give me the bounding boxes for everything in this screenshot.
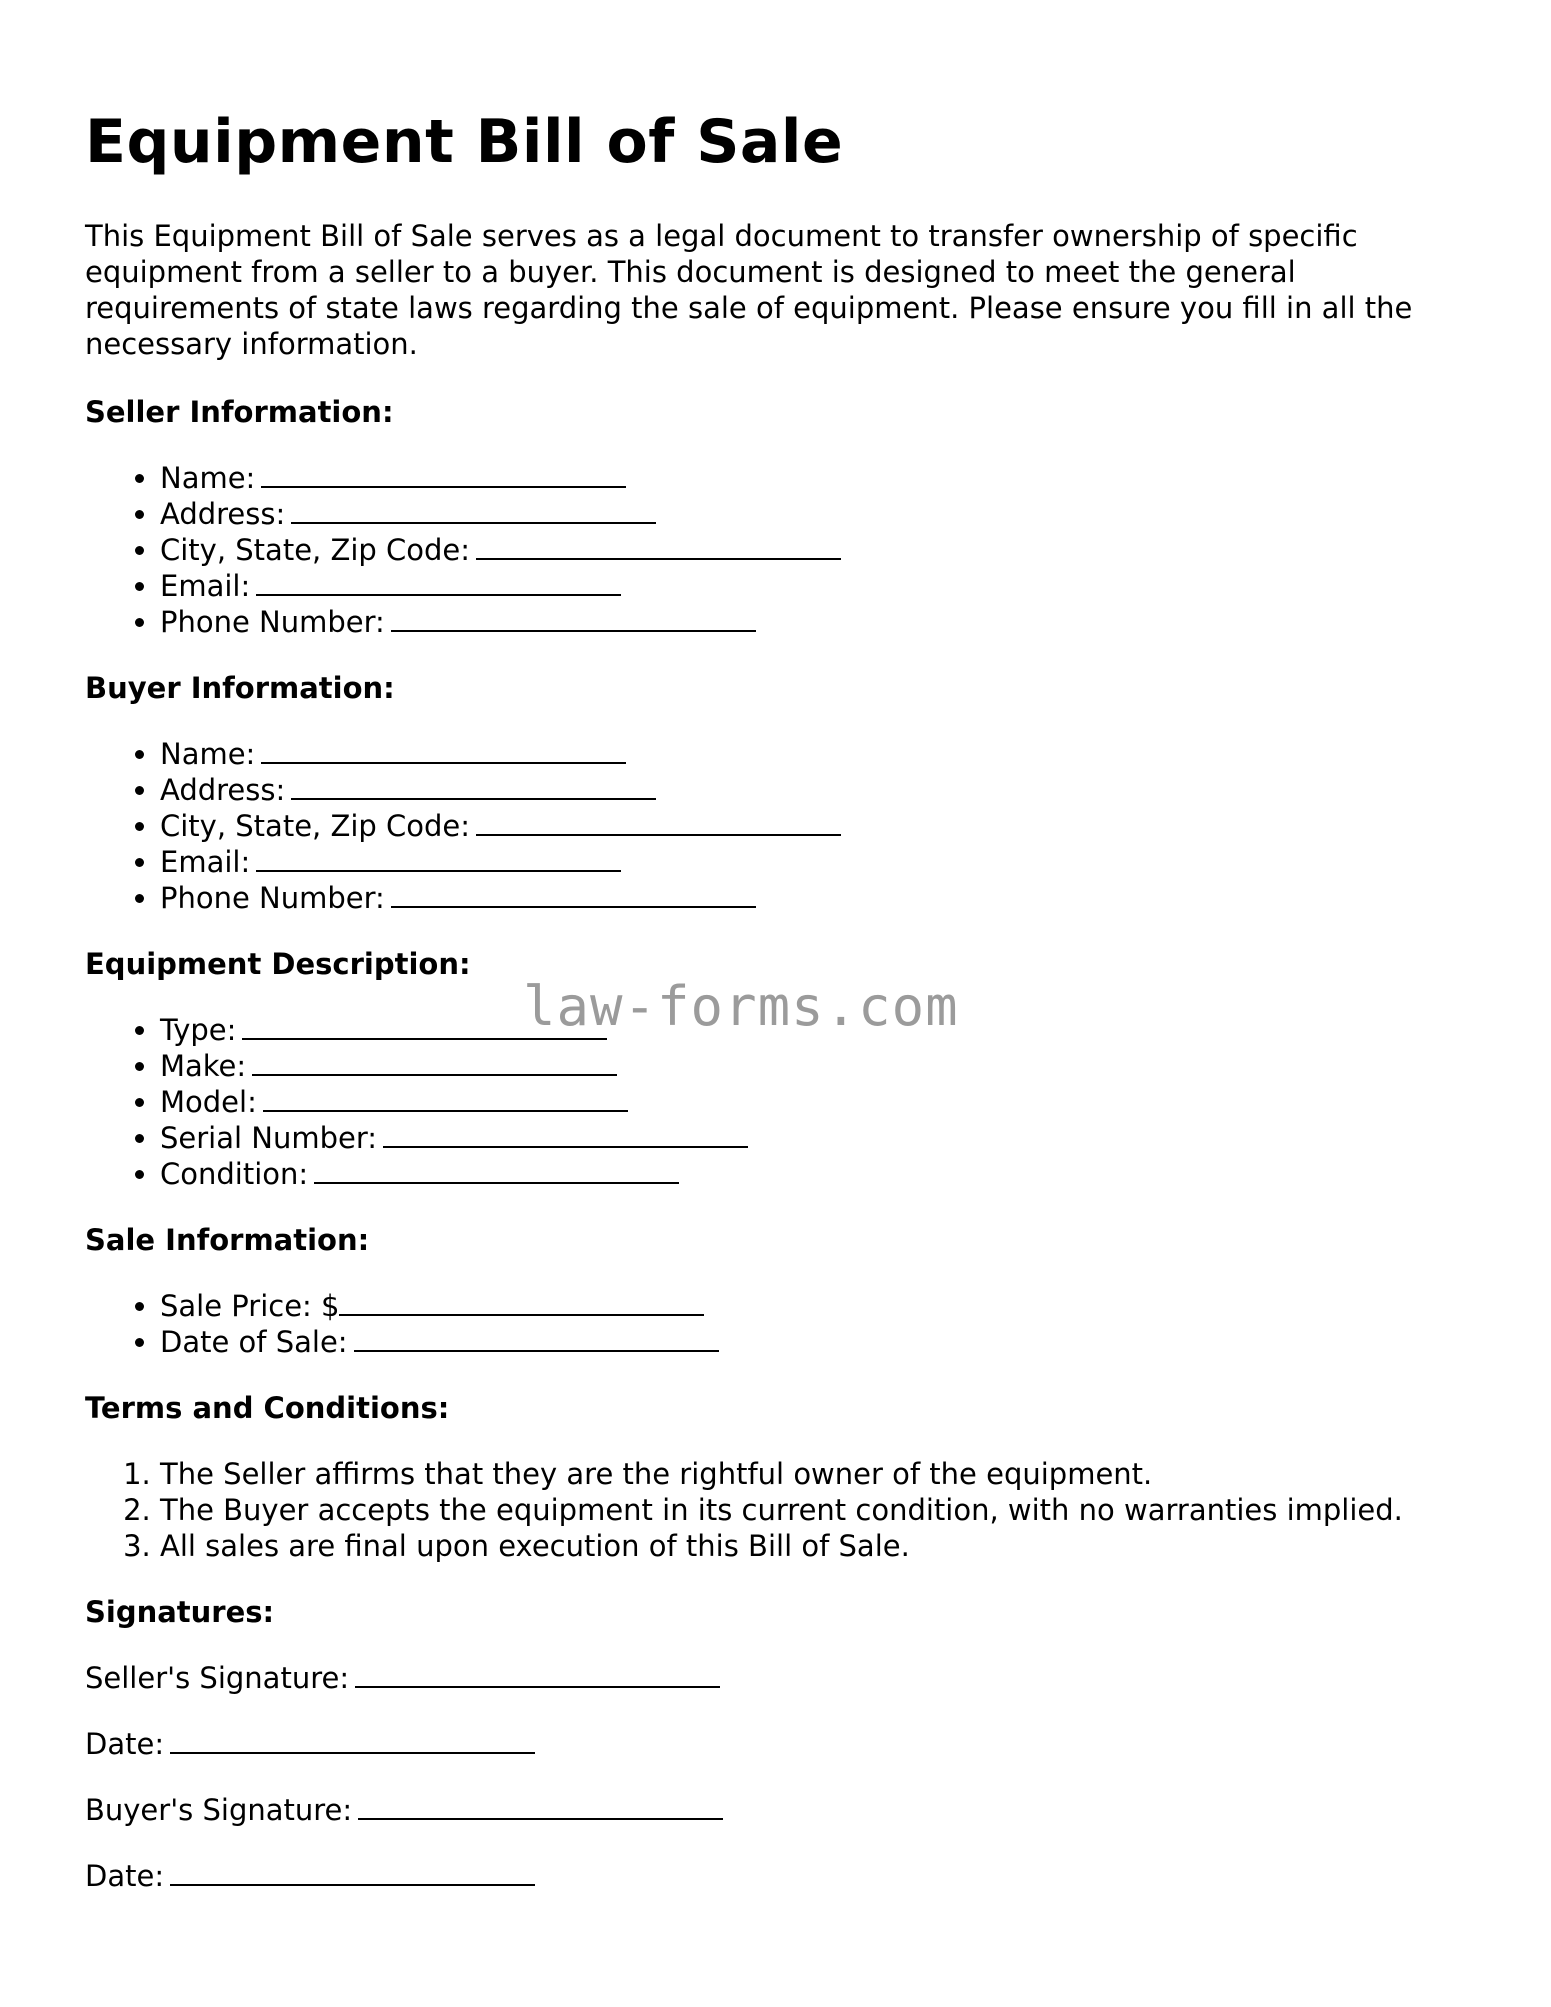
field-label: Serial Number: (160, 1121, 378, 1155)
buyer-city-state-zip-blank[interactable] (476, 810, 841, 836)
list-item (160, 568, 1485, 604)
seller-field-list (85, 460, 1485, 640)
buyer-signature-line (85, 1792, 1485, 1828)
seller-date-blank[interactable] (170, 1728, 535, 1754)
field-label: Make: (160, 1049, 247, 1083)
sale-field-list (85, 1288, 1485, 1360)
buyer-date-line (85, 1858, 1485, 1894)
buyer-email-blank[interactable] (256, 846, 621, 872)
seller-signature-blank[interactable] (355, 1662, 720, 1688)
seller-heading: Seller Information: (85, 395, 394, 429)
field-label: City, State, Zip Code: (160, 533, 471, 567)
list-item (160, 736, 1485, 772)
seller-signature-line (85, 1660, 1485, 1696)
equipment-heading: Equipment Description: (85, 947, 471, 981)
list-item (160, 844, 1485, 880)
buyer-signature-blank[interactable] (358, 1794, 723, 1820)
list-item (160, 1288, 1485, 1324)
field-label: Name: (160, 737, 256, 771)
intro-paragraph: This Equipment Bill of Sale serves as a legal document to transfer ownership of specific equipment from a seller to a buyer. This document is designed to meet the general requirements of state laws regarding the sale of equipment. Please ensure you fill in all the necessary information. (85, 219, 1413, 361)
buyer-field-list (85, 736, 1485, 916)
list-item (160, 532, 1485, 568)
field-label: Buyer's Signature: (85, 1793, 353, 1827)
terms-heading: Terms and Conditions: (85, 1391, 450, 1425)
equipment-condition-blank[interactable] (314, 1158, 679, 1184)
seller-address-blank[interactable] (291, 498, 656, 524)
list-item (160, 1084, 1485, 1120)
list-item: 3. All sales are final upon execution of this Bill of Sale. (160, 1528, 1485, 1564)
field-label: Address: (160, 497, 286, 531)
buyer-date-blank[interactable] (170, 1860, 535, 1886)
equipment-serial-blank[interactable] (383, 1122, 748, 1148)
seller-date-line (85, 1726, 1485, 1762)
signatures-heading: Signatures: (85, 1595, 275, 1629)
field-label: Type: (160, 1013, 237, 1047)
field-label: Email: (160, 569, 251, 603)
list-item (160, 880, 1485, 916)
sale-heading: Sale Information: (85, 1223, 370, 1257)
list-item (160, 604, 1485, 640)
field-label: Model: (160, 1085, 257, 1119)
field-label: City, State, Zip Code: (160, 809, 471, 843)
field-label: Seller's Signature: (85, 1661, 350, 1695)
buyer-phone-blank[interactable] (391, 882, 756, 908)
buyer-name-blank[interactable] (261, 738, 626, 764)
field-label: Date: (85, 1727, 165, 1761)
equipment-field-list (85, 1012, 1485, 1192)
field-label: Date: (85, 1859, 165, 1893)
watermark: law-forms.com (523, 975, 959, 1038)
sale-price-blank[interactable] (339, 1290, 704, 1316)
field-label: Date of Sale: (160, 1325, 348, 1359)
list-item: 2. The Buyer accepts the equipment in its current condition, with no warranties implied. (160, 1492, 1485, 1528)
seller-name-blank[interactable] (261, 462, 626, 488)
field-label: Name: (160, 461, 256, 495)
buyer-heading: Buyer Information: (85, 671, 395, 705)
document-title: Equipment Bill of Sale (85, 107, 844, 177)
seller-city-state-zip-blank[interactable] (476, 534, 841, 560)
field-label: Address: (160, 773, 286, 807)
field-label: Phone Number: (160, 881, 385, 915)
seller-phone-blank[interactable] (391, 606, 756, 632)
sale-date-blank[interactable] (354, 1326, 719, 1352)
field-label: Sale Price: $ (160, 1289, 340, 1323)
field-label: Condition: (160, 1157, 309, 1191)
list-item (160, 772, 1485, 808)
list-item (160, 496, 1485, 532)
list-item (160, 1120, 1485, 1156)
list-item (160, 1156, 1485, 1192)
list-item: 1. The Seller affirms that they are the rightful owner of the equipment. (160, 1456, 1485, 1492)
terms-list (85, 1456, 1485, 1564)
list-item (160, 460, 1485, 496)
field-label: Phone Number: (160, 605, 385, 639)
list-item (160, 808, 1485, 844)
field-label: Email: (160, 845, 251, 879)
list-item (160, 1048, 1485, 1084)
equipment-make-blank[interactable] (252, 1050, 617, 1076)
list-item (160, 1324, 1485, 1360)
seller-email-blank[interactable] (256, 570, 621, 596)
equipment-model-blank[interactable] (263, 1086, 628, 1112)
buyer-address-blank[interactable] (291, 774, 656, 800)
